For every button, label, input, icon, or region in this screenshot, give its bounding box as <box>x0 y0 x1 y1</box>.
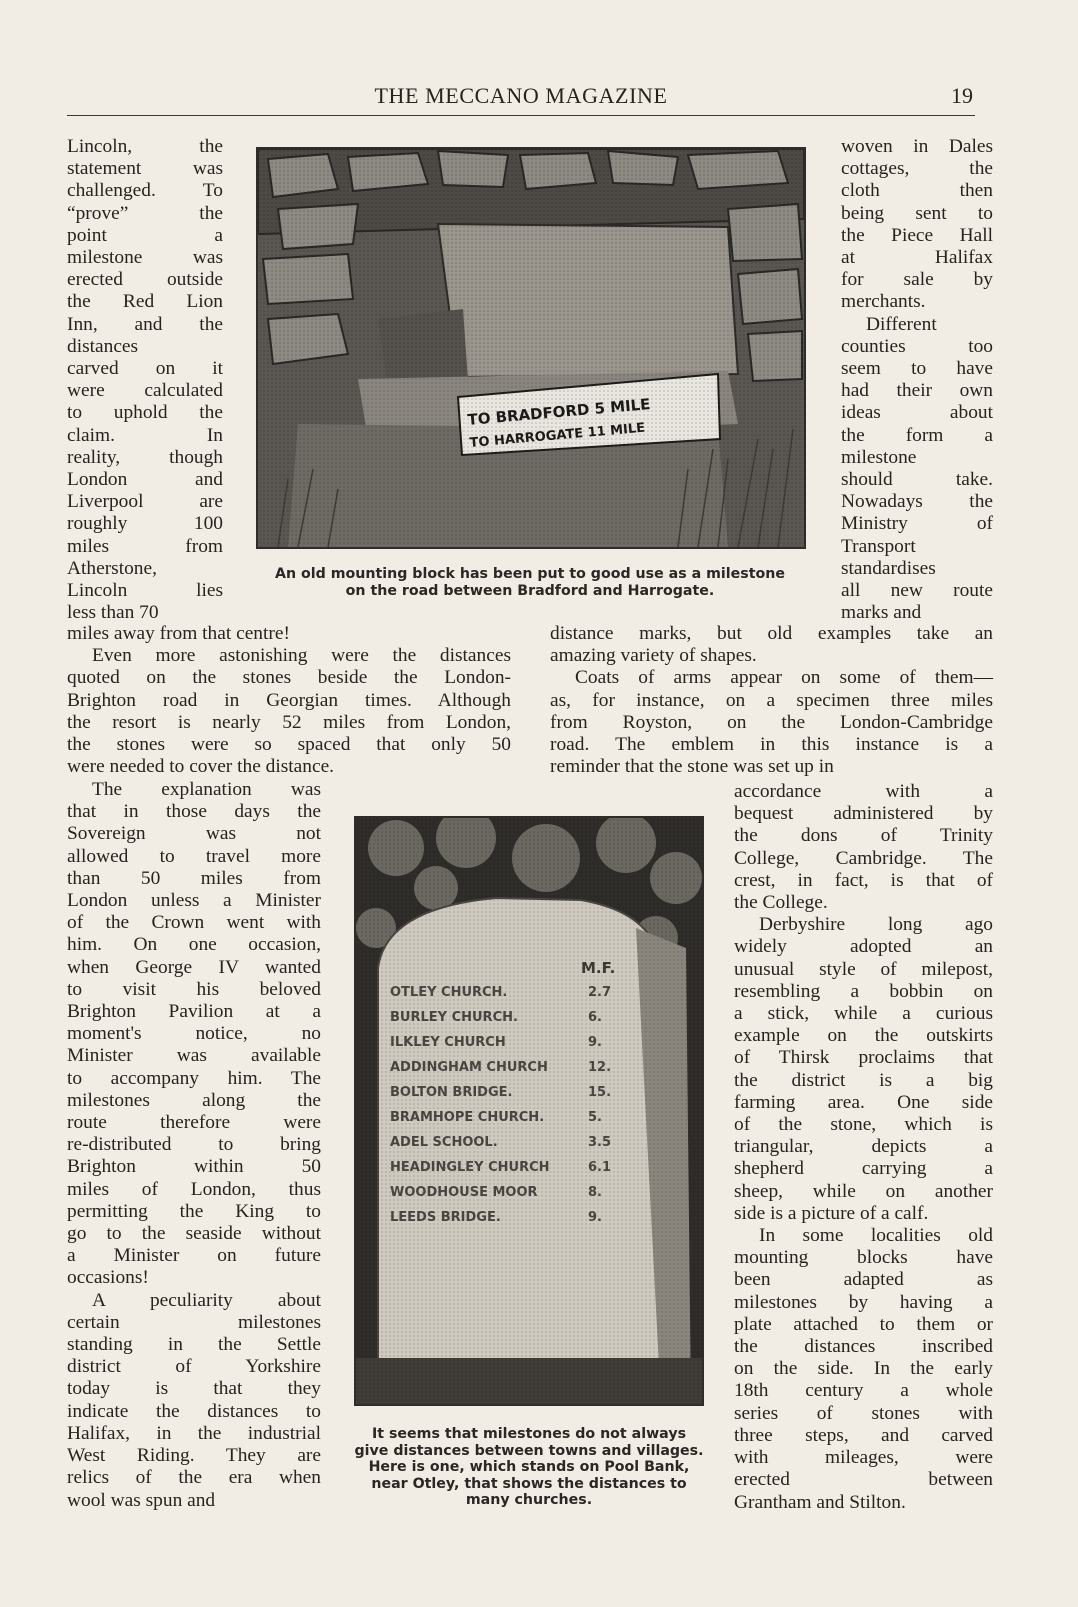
text-line: erected outside <box>67 269 223 291</box>
text-line: the resort is nearly 52 miles from London, <box>67 711 511 733</box>
text-line: reminder that the stone was set up in <box>550 756 834 778</box>
text-line: standing in the Settle <box>67 1334 321 1356</box>
magazine-title: THE MECCANO MAGAZINE <box>374 83 668 108</box>
text-line: cloth then <box>841 180 993 202</box>
left-wide-paragraphs <box>67 623 511 778</box>
text-line: Minister was available <box>67 1045 321 1067</box>
text-line: being sent to <box>841 202 993 224</box>
caption-line: An old mounting block has been put to good use as a milestone <box>275 566 785 582</box>
text-line: resembling a bobbin on <box>734 980 993 1002</box>
text-line: Even more astonishing were the distances <box>92 645 511 667</box>
text-line: certain milestones <box>67 1311 321 1333</box>
text-line: Lincoln, the <box>67 136 223 157</box>
text-line: mounting blocks have <box>734 1247 993 1269</box>
text-line: amazing variety of shapes. <box>550 645 757 667</box>
text-line: to accompany him. The <box>67 1067 321 1089</box>
left-column-top <box>67 136 223 624</box>
text-line: series of stones with <box>734 1402 993 1424</box>
mounting-block-image <box>258 149 804 547</box>
text-line: Coats of arms appear on some of them— <box>575 667 993 689</box>
text-line: the distances inscribed <box>734 1336 993 1358</box>
text-line: of the Crown went with <box>67 912 321 934</box>
text-line: the College. <box>734 892 828 914</box>
text-line: the form a <box>841 424 993 446</box>
text-line: Ministry of <box>841 513 993 535</box>
text-line: had their own <box>841 380 993 402</box>
caption-line: on the road between Bradford and Harrogate. <box>345 582 715 599</box>
text-line: less than 70 <box>67 602 159 624</box>
text-line: Brighton road in Georgian times. Although <box>67 689 511 711</box>
text-line: from Royston, on the London-Cambridge <box>550 711 993 733</box>
text-line: shepherd carrying a <box>734 1158 993 1180</box>
text-line: miles of London, thus <box>67 1178 321 1200</box>
text-line: than 50 miles from <box>67 867 321 889</box>
text-line: Brighton within 50 <box>67 1156 321 1178</box>
text-line: all new route <box>841 580 993 602</box>
text-line: The explanation was <box>92 779 321 800</box>
text-line: been adapted as <box>734 1269 993 1291</box>
text-line: roughly 100 <box>67 513 223 535</box>
text-line: Grantham and Stilton. <box>734 1491 906 1513</box>
text-line: on the side. In the early <box>734 1358 993 1380</box>
milestone-image <box>356 818 702 1404</box>
text-line: indicate the distances to <box>67 1400 321 1422</box>
text-line: miles away from that centre! <box>67 623 290 644</box>
text-line: distances <box>67 335 139 357</box>
text-line: Inn, and the <box>67 313 223 335</box>
text-line: route therefore were <box>67 1112 321 1134</box>
text-line: Halifax, in the industrial <box>67 1422 321 1444</box>
caption-line: give distances between towns and villages. <box>354 1442 704 1459</box>
text-line: “prove” the <box>67 202 223 224</box>
text-line: were needed to cover the distance. <box>67 756 335 778</box>
text-line: Brighton Pavilion at a <box>67 1001 321 1023</box>
text-line: In some localities old <box>759 1225 993 1247</box>
text-line: milestones by having a <box>734 1291 993 1313</box>
text-line: cottages, the <box>841 158 993 180</box>
text-line: occasions! <box>67 1267 149 1289</box>
text-line: side is a picture of a calf. <box>734 1202 929 1224</box>
text-line: triangular, depicts a <box>734 1136 993 1158</box>
text-line: the stones were so spaced that only 50 <box>67 734 511 756</box>
text-line: challenged. To <box>67 180 223 202</box>
text-line: for sale by <box>841 269 993 291</box>
text-line: Transport <box>841 535 916 557</box>
text-line: standardises <box>841 557 936 579</box>
text-line: that in those days the <box>67 801 321 823</box>
text-line: London unless a Minister <box>67 890 321 912</box>
text-line: at Halifax <box>841 247 993 269</box>
text-line: carved on it <box>67 358 223 380</box>
text-line: marks and <box>841 602 922 624</box>
text-line: statement was <box>67 158 223 180</box>
caption-line: near Otley, that shows the distances to <box>371 1475 687 1492</box>
text-line: unusual style of milepost, <box>734 958 993 980</box>
text-line: district of Yorkshire <box>67 1356 321 1378</box>
text-line: Atherstone, <box>67 557 157 579</box>
caption-line: many churches. <box>465 1492 593 1509</box>
text-line: of Thirsk proclaims that <box>734 1047 993 1069</box>
page-header <box>67 81 975 116</box>
text-line: with mileages, were <box>734 1447 993 1469</box>
text-line: claim. In <box>67 424 223 446</box>
text-line: point a <box>67 224 223 246</box>
caption-line: Here is one, which stands on Pool Bank, <box>368 1459 690 1476</box>
text-line: wool was spun and <box>67 1489 216 1511</box>
text-line: the district is a big <box>734 1069 993 1091</box>
text-line: reality, though <box>67 446 223 468</box>
mounting-block-photo <box>256 147 806 549</box>
text-line: the Red Lion <box>67 291 223 313</box>
text-line: as, for instance, on a specimen three miles <box>550 689 993 711</box>
text-line: relics of the era when <box>67 1467 321 1489</box>
text-line: milestones along the <box>67 1089 321 1111</box>
text-line: Nowadays the <box>841 491 993 513</box>
text-line: quoted on the stones beside the London- <box>67 667 511 689</box>
text-line: West Riding. They are <box>67 1445 321 1467</box>
text-line: the Piece Hall <box>841 224 993 246</box>
text-line: example on the outskirts <box>734 1025 993 1047</box>
caption-line: It seems that milestones do not always <box>371 1426 687 1442</box>
text-line: Different <box>866 313 937 335</box>
text-line: crest, in fact, is that of <box>734 869 993 891</box>
text-line: of the stone, which is <box>734 1114 993 1136</box>
right-column-bottom <box>734 781 993 1514</box>
text-line: Liverpool are <box>67 491 223 513</box>
text-line: milestone was <box>67 247 223 269</box>
right-wide-paragraphs <box>550 623 993 778</box>
text-line: accordance with a <box>734 781 993 802</box>
left-column-bottom <box>67 779 321 1512</box>
figure1-caption <box>240 566 820 599</box>
text-line: Sovereign was not <box>67 823 321 845</box>
text-line: widely adopted an <box>734 936 993 958</box>
text-line: woven in Dales <box>841 136 993 157</box>
text-line: a stick, while a curious <box>734 1003 993 1025</box>
text-line: today is that they <box>67 1378 321 1400</box>
text-line: permitting the King to <box>67 1200 321 1222</box>
text-line: counties too <box>841 335 993 357</box>
text-line: moment's notice, no <box>67 1023 321 1045</box>
text-line: 18th century a whole <box>734 1380 993 1402</box>
right-column-top <box>841 136 993 624</box>
text-line: merchants. <box>841 291 926 313</box>
figure2-caption <box>342 1426 716 1509</box>
text-line: A peculiarity about <box>92 1289 321 1311</box>
text-line: College, Cambridge. The <box>734 847 993 869</box>
text-line: when George IV wanted <box>67 956 321 978</box>
text-line: re-distributed to bring <box>67 1134 321 1156</box>
text-line: go to the seaside without <box>67 1223 321 1245</box>
text-line: sheep, while on another <box>734 1180 993 1202</box>
page-number: 19 <box>951 83 973 108</box>
text-line: erected between <box>734 1469 993 1491</box>
text-line: three steps, and carved <box>734 1424 993 1446</box>
text-line: miles from <box>67 535 223 557</box>
text-line: were calculated <box>67 380 223 402</box>
text-line: London and <box>67 469 223 491</box>
text-line: farming area. One side <box>734 1091 993 1113</box>
pool-bank-milestone-photo <box>354 816 704 1406</box>
text-line: Lincoln lies <box>67 580 223 602</box>
text-line: Derbyshire long ago <box>759 914 993 936</box>
text-line: the dons of Trinity <box>734 825 993 847</box>
text-line: him. On one occasion, <box>67 934 321 956</box>
text-line: to visit his beloved <box>67 978 321 1000</box>
text-line: road. The emblem in this instance is a <box>550 734 993 756</box>
text-line: seem to have <box>841 358 993 380</box>
text-line: bequest administered by <box>734 803 993 825</box>
text-line: a Minister on future <box>67 1245 321 1267</box>
text-line: should take. <box>841 469 993 491</box>
text-line: to uphold the <box>67 402 223 424</box>
text-line: milestone <box>841 446 917 468</box>
text-line: distance marks, but old examples take an <box>550 623 993 644</box>
text-line: allowed to travel more <box>67 845 321 867</box>
text-line: ideas about <box>841 402 993 424</box>
text-line: plate attached to them or <box>734 1313 993 1335</box>
